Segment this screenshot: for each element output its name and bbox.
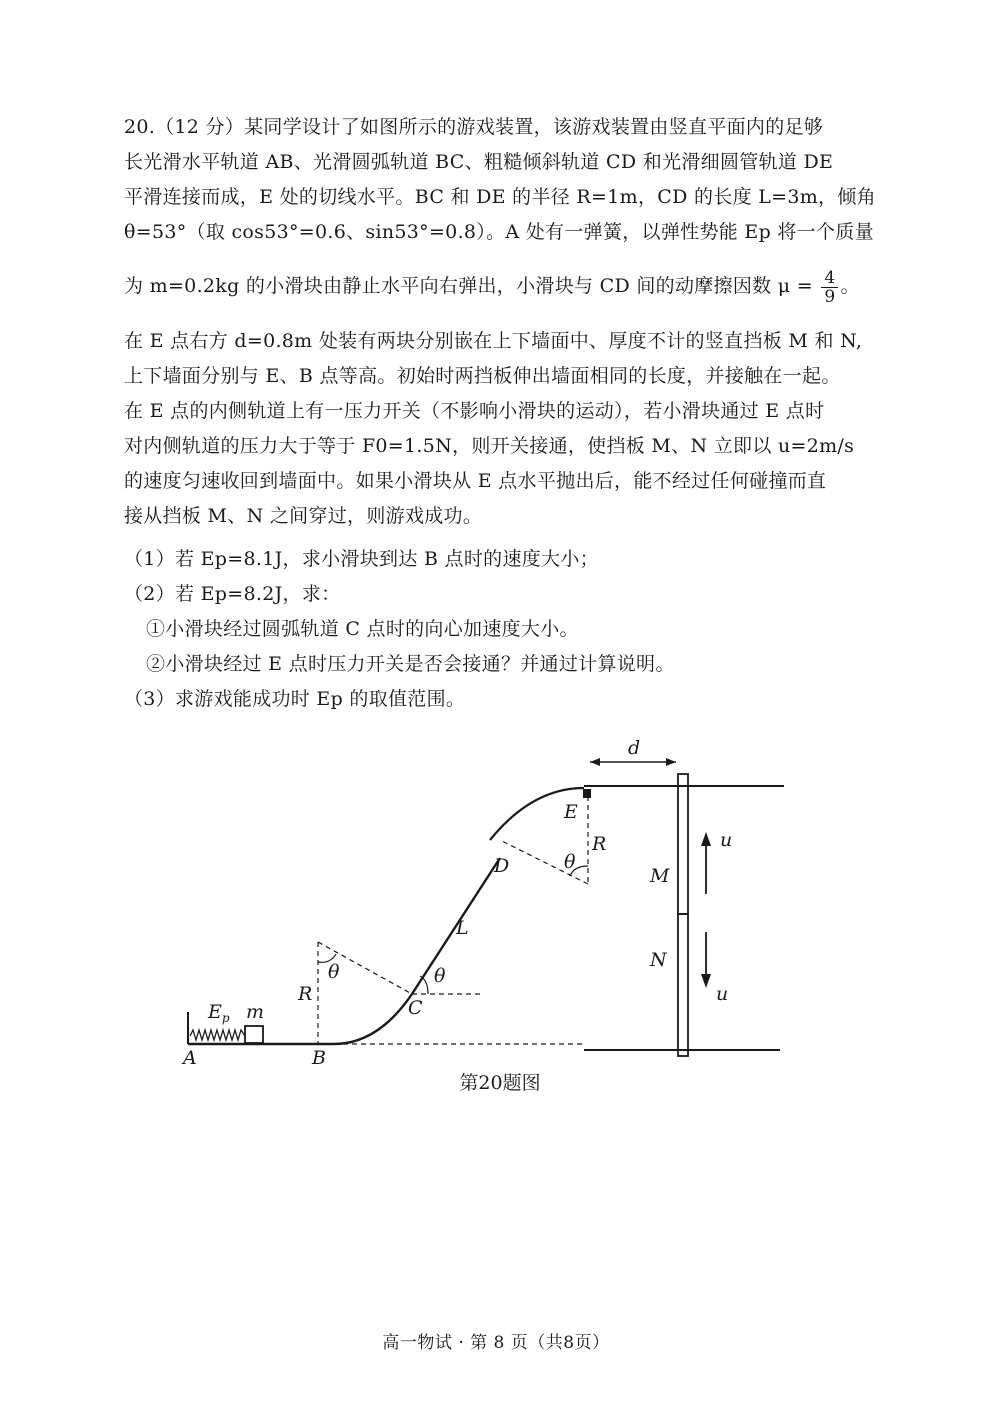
page-footer: 高一物试 · 第 8 页（共8页） <box>382 1333 610 1353</box>
label-d: D <box>494 855 510 877</box>
part-line: （1）若 Ep=8.1J，求小滑块到达 B 点时的速度大小； <box>124 548 599 570</box>
label-a: A <box>183 1047 197 1069</box>
label-c: C <box>408 997 423 1019</box>
part-line: ②小滑块经过 E 点时压力开关是否会接通？并通过计算说明。 <box>146 653 675 675</box>
label-theta-1: θ <box>328 961 340 983</box>
part-line: ①小滑块经过圆弧轨道 C 点时的向心加速度大小。 <box>146 618 579 640</box>
label-theta-3: θ <box>564 851 576 873</box>
spring <box>190 1030 245 1040</box>
question-line: 接从挡板 M、N 之间穿过，则游戏成功。 <box>124 505 483 527</box>
question-line: 在 E 点右方 d=0.8m 处装有两块分别嵌在上下墙面中、厚度不计的竖直挡板 M 和 N, <box>124 330 863 352</box>
question-line: 上下墙面分别与 E、B 点等高。初始时两挡板伸出墙面相同的长度，并接触在一起。 <box>124 365 841 387</box>
label-l: L <box>456 917 469 939</box>
u-arrowhead-down <box>701 974 711 988</box>
question-line: θ=53°（取 cos53°=0.6、sin53°=0.8）。A 处有一弹簧，以弹性势能 Ep 将一个质量 <box>124 221 874 243</box>
part-line: （3）求游戏能成功时 Ep 的取值范围。 <box>124 688 466 710</box>
label-r1: R <box>298 983 313 1005</box>
question-line: 20.（12 分）某同学设计了如图所示的游戏装置，该游戏装置由竖直平面内的足够 <box>124 116 824 138</box>
fraction-denominator: 9 <box>824 286 836 307</box>
question-line: 对内侧轨道的压力大于等于 F0=1.5N，则开关接通，使挡板 M、N 立即以 u=2m/s <box>124 435 855 457</box>
figure-caption: 第20题图 <box>459 1072 541 1094</box>
label-b: B <box>312 1047 326 1069</box>
label-e: E <box>564 801 578 823</box>
pressure-switch <box>583 789 591 798</box>
label-n-plate: N <box>650 949 667 971</box>
label-u-down: u <box>716 983 729 1005</box>
label-theta-2: θ <box>434 965 446 987</box>
label-r2: R <box>592 833 607 855</box>
part-line: （2）若 Ep=8.2J，求： <box>124 583 341 605</box>
d-arrowhead-right <box>666 758 676 766</box>
question-line: 为 m=0.2kg 的小滑块由静止水平向右弹出，小滑块与 CD 间的动摩擦因数 μ = <box>124 275 814 297</box>
label-m-block: m <box>246 1001 265 1023</box>
label-m-plate: M <box>650 865 670 887</box>
plate-m <box>678 774 688 914</box>
label-u-up: u <box>720 829 733 851</box>
u-arrowhead-up <box>701 832 711 846</box>
question-line: 的速度匀速收回到墙面中。如果小滑块从 E 点水平抛出后，能不经过任何碰撞而直 <box>124 470 827 492</box>
plate-n <box>678 914 688 1056</box>
question-line: 平滑连接而成，E 处的切线水平。BC 和 DE 的半径 R=1m，CD 的长度 L=3m，倾角 <box>124 186 876 208</box>
label-d-distance: d <box>628 737 641 759</box>
question-line: 在 E 点的内侧轨道上有一压力开关（不影响小滑块的运动），若小滑块通过 E 点时 <box>124 400 825 422</box>
block-m <box>245 1026 263 1043</box>
d-arrowhead-left <box>590 758 600 766</box>
fraction-after: 。 <box>840 275 860 297</box>
label-ep: $E_p$ <box>208 1001 230 1025</box>
question-line: 长光滑水平轨道 AB、光滑圆弧轨道 BC、粗糙倾斜轨道 CD 和光滑细圆管轨道 DE <box>124 151 834 173</box>
fraction-numerator: 4 <box>821 269 838 288</box>
track-bc <box>334 994 412 1044</box>
